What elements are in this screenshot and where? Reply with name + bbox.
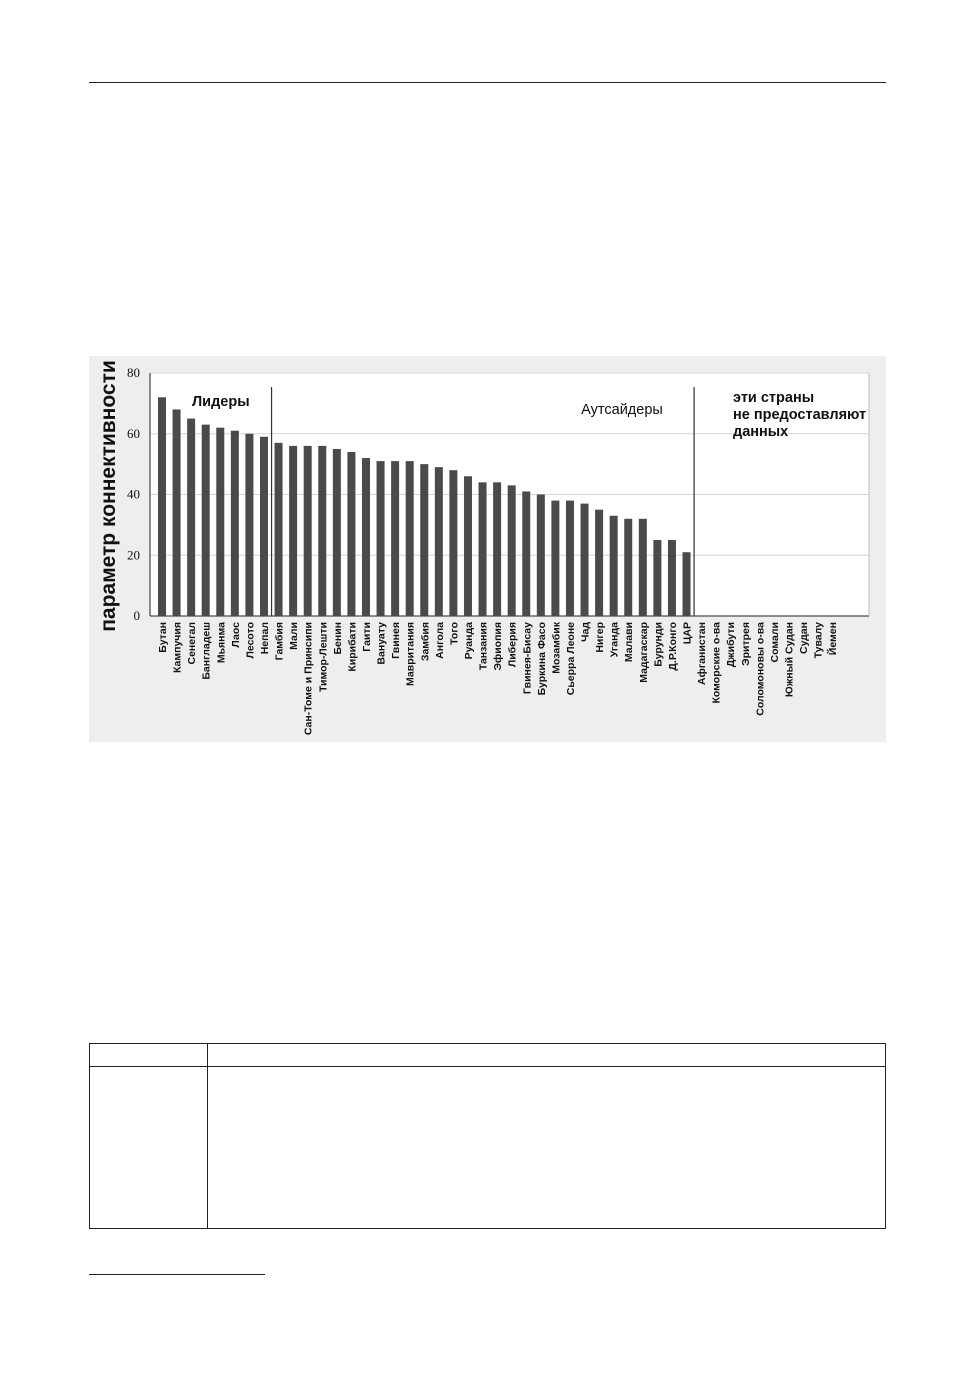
x-tick-label: Сьерра Леоне xyxy=(564,622,577,696)
bar xyxy=(581,504,589,616)
bar xyxy=(668,540,676,616)
bar xyxy=(435,467,443,616)
y-axis-label: параметр коннективности xyxy=(97,360,120,632)
x-tick-label: Гаити xyxy=(360,622,373,652)
x-tick-label: Лесото xyxy=(244,622,257,659)
bar xyxy=(493,482,501,616)
x-tick-label: Того xyxy=(448,622,461,645)
x-tick-label: Йемен xyxy=(827,622,840,656)
bar xyxy=(508,485,516,616)
bar xyxy=(202,425,210,616)
x-tick-label: Гамбия xyxy=(273,622,286,661)
table-header-divider xyxy=(90,1066,885,1067)
x-tick-label: Соломоновы о-ва xyxy=(754,622,767,716)
x-tick-labels xyxy=(157,621,839,735)
x-tick-label: ЦАР xyxy=(681,622,694,645)
x-tick-label: Гвинея xyxy=(390,622,403,659)
x-tick-label: Мозамбик xyxy=(550,622,563,674)
group-label-line: эти страны xyxy=(733,390,815,406)
x-tick-label: Ангола xyxy=(433,622,446,659)
bar xyxy=(479,482,487,616)
x-tick-label: Коморские о-ва xyxy=(710,622,723,704)
bar xyxy=(566,501,574,616)
bar xyxy=(464,476,472,616)
notes-table xyxy=(89,1043,886,1229)
x-tick-label: Гвинея-Бисау xyxy=(521,622,534,695)
bar xyxy=(260,437,268,616)
x-tick-label: Сомали xyxy=(768,622,781,663)
x-tick-label: Мавритания xyxy=(404,622,417,686)
x-tick-label: Уганда xyxy=(608,622,621,658)
x-tick-label: Джибути xyxy=(725,622,738,668)
bar xyxy=(683,552,691,616)
x-tick-label: Бутан xyxy=(157,622,169,653)
footnote-rule xyxy=(89,1274,265,1275)
x-tick-label: Тувалу xyxy=(812,622,825,659)
y-ticks xyxy=(127,365,140,623)
x-tick-label: Мали xyxy=(288,622,301,650)
x-tick-label: Буркина Фасо xyxy=(535,622,548,696)
y-tick-label: 0 xyxy=(133,608,140,623)
y-tick-label: 20 xyxy=(127,547,140,563)
x-tick-label: Сенегал xyxy=(186,622,199,665)
x-tick-label: Непал xyxy=(258,622,271,655)
bar xyxy=(362,458,370,616)
bar xyxy=(216,428,224,616)
bar xyxy=(318,446,326,616)
bar xyxy=(275,443,283,616)
x-tick-label: Сан-Томе и Принсипи xyxy=(302,622,315,736)
x-tick-label: Кампучия xyxy=(171,622,184,674)
y-tick-label: 40 xyxy=(127,486,140,502)
x-tick-label: Лаос xyxy=(229,622,242,648)
group-label: Аутсайдеры xyxy=(581,402,663,418)
x-tick-label: Замбия xyxy=(419,622,432,662)
bar xyxy=(551,501,559,616)
x-tick-label: Кирибати xyxy=(346,622,359,672)
x-tick-label: Бурунди xyxy=(652,622,665,667)
x-tick-label: Мадагаскар xyxy=(637,622,650,683)
bar xyxy=(653,540,661,616)
bar xyxy=(187,419,195,616)
x-tick-label: Судан xyxy=(798,622,811,655)
bar xyxy=(158,397,166,616)
bar xyxy=(245,434,253,616)
x-tick-label: Чад xyxy=(579,622,592,642)
bar xyxy=(406,461,414,616)
top-rule xyxy=(89,82,886,83)
x-tick-label: Эфиопия xyxy=(492,622,505,671)
x-tick-label: Бенин xyxy=(331,622,344,655)
y-tick-label: 80 xyxy=(127,365,140,380)
group-label-line: данных xyxy=(733,424,789,440)
bar xyxy=(391,461,399,616)
bar xyxy=(639,519,647,616)
bar xyxy=(231,431,239,616)
bar xyxy=(347,452,355,616)
x-tick-label: Малави xyxy=(623,622,636,663)
bar xyxy=(173,409,181,616)
bar xyxy=(333,449,341,616)
x-tick-label: Руанда xyxy=(462,622,475,660)
x-tick-label: Южный Судан xyxy=(783,622,796,698)
chart-figure xyxy=(89,356,886,742)
bar xyxy=(377,461,385,616)
x-tick-label: Нигер xyxy=(594,622,607,653)
bar xyxy=(420,464,428,616)
bar xyxy=(289,446,297,616)
group-label-line: не предоставляют xyxy=(733,407,867,423)
bar xyxy=(304,446,312,616)
bar-chart xyxy=(89,356,886,742)
x-tick-label: Д.Р.Конго xyxy=(666,622,679,671)
x-tick-label: Танзания xyxy=(477,622,490,671)
x-tick-label: Тимор-Лешти xyxy=(317,622,330,692)
x-tick-label: Вануату xyxy=(375,622,388,665)
bar xyxy=(449,470,457,616)
bar xyxy=(595,510,603,616)
x-tick-label: Мьянма xyxy=(215,622,228,664)
bar xyxy=(522,491,530,616)
x-tick-label: Бангладеш xyxy=(200,622,213,680)
x-tick-label: Либерия xyxy=(506,622,519,668)
table-column-divider xyxy=(207,1044,208,1228)
x-tick-label: Афганистан xyxy=(696,622,709,685)
group-label: Лидеры xyxy=(192,394,250,410)
bar xyxy=(610,516,618,616)
x-tick-label: Эритрея xyxy=(739,622,752,666)
bar xyxy=(537,495,545,617)
bar xyxy=(624,519,632,616)
y-tick-label: 60 xyxy=(127,425,140,441)
